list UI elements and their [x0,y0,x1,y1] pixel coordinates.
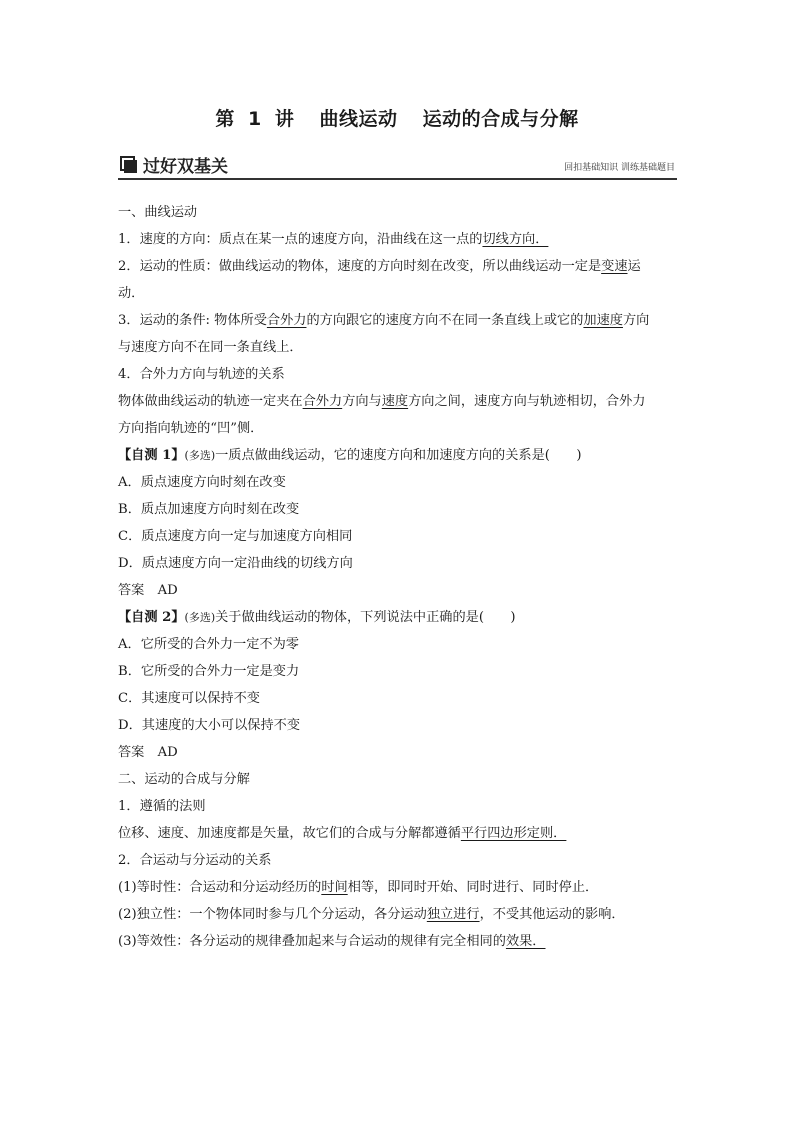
paragraph: 2．合运动与分运动的关系 [118,853,272,868]
document-body [118,199,678,955]
paragraph: (3)等效性：各分运动的规律叠加起来与合运动的规律有完全相同的效果． [118,934,546,949]
banner-heading: 过好双基关 [143,157,228,177]
question-type: (多选) [184,611,216,624]
option: A．质点速度方向时刻在改变 [118,475,286,490]
paragraph: 2．运动的性质：做曲线运动的物体，速度的方向时刻在改变，所以曲线运动一定是变速运 [118,259,641,274]
section-banner [118,150,677,180]
paragraph: 1．遵循的法则 [118,799,206,814]
banner-tagline: 回扣基础知识 训练基础题目 [564,163,675,173]
option: B．质点加速度方向时刻在改变 [118,502,300,517]
paragraph: 动． [118,286,145,301]
lecture-topic: 曲线运动 [319,108,398,130]
question-type: (多选) [184,449,216,462]
paragraph: 与速度方向不在同一条直线上． [118,340,303,355]
lecture-subtopic: 运动的合成与分解 [422,108,579,130]
answer: 答案 AD [118,583,178,598]
option: A．它所受的合外力一定不为零 [118,637,299,652]
test-question: 【自测 1】(多选)一质点做曲线运动，它的速度方向和加速度方向的关系是( ) [118,448,582,463]
section-heading: 二、运动的合成与分解 [118,772,250,787]
option: D．其速度的大小可以保持不变 [118,718,301,733]
test-question: 【自测 2】(多选)关于做曲线运动的物体，下列说法中正确的是( ) [118,610,516,625]
paragraph: 位移、速度、加速度都是矢量，故它们的合成与分解都遵循平行四边形定则． [118,826,567,841]
paragraph: 1．速度的方向：质点在某一点的速度方向，沿曲线在这一点的切线方向． [118,232,549,247]
option: C．其速度可以保持不变 [118,691,260,706]
paragraph: 方向指向轨迹的“凹”侧． [118,421,264,436]
test-label: 【自测 2】 [118,610,185,625]
page-title [0,104,794,131]
paragraph: 4．合外力方向与轨迹的关系 [118,367,285,382]
answer: 答案 AD [118,745,178,760]
paragraph: (1)等时性：合运动和分运动经历的时间相等，即同时开始、同时进行、同时停止． [118,880,599,895]
option: D．质点速度方向一定沿曲线的切线方向 [118,556,353,571]
paragraph: (2)独立性：一个物体同时参与几个分运动，各分运动独立进行，不受其他运动的影响． [118,907,625,922]
square-mark-icon [120,156,135,171]
option: B．它所受的合外力一定是变力 [118,664,300,679]
section-heading: 一、曲线运动 [118,205,198,220]
lecture-number: 第 1 讲 [215,108,295,130]
test-label: 【自测 1】 [118,448,185,463]
paragraph: 物体做曲线运动的轨迹一定夹在合外力方向与速度方向之间，速度方向与轨迹相切，合外力 [118,394,646,409]
paragraph: 3．运动的条件: 物体所受合外力的方向跟它的速度方向不在同一条直线上或它的加速度方向 [118,313,650,328]
option: C．质点速度方向一定与加速度方向相同 [118,529,353,544]
